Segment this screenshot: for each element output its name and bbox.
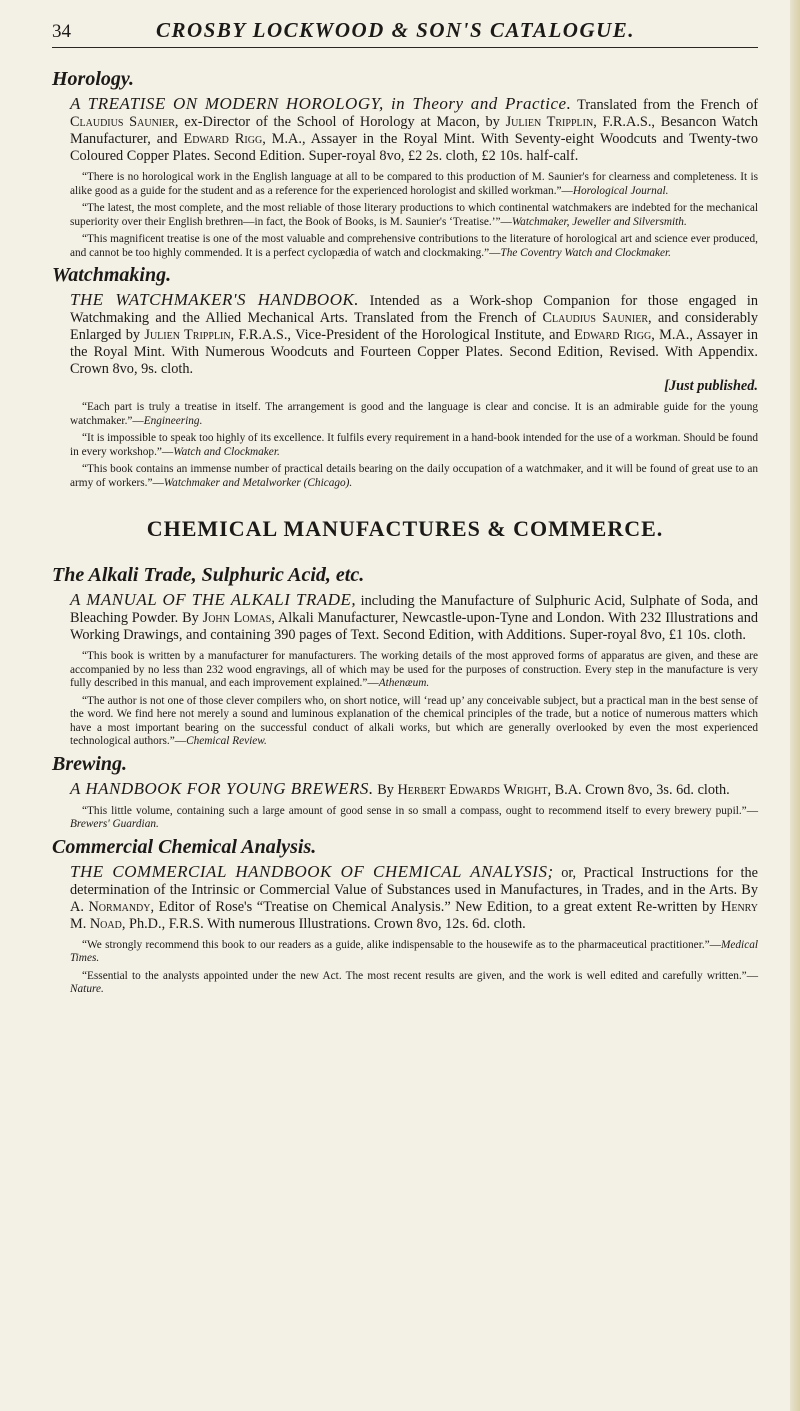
book-entry-modern-horology: A TREATISE ON MODERN HOROLOGY, in Theory and Practice. Translated from the French of Claudius Saunier, ex-Director of the School of Horology at Macon, by Julien Tripplin, F.R.A.S., Besancon Watch Manufacturer, and Edward Rigg, M.A., Assayer in the Royal Mint. With Seventy-eight Woodcuts and Twenty-two Coloured Copper Plates. Second Edition. Super-royal 8vo, £2 2s. cloth, £2 10s. half-calf. [70,94,758,164]
review-source: Brewers' Guardian. [70,818,159,830]
book-title: THE WATCHMAKER'S HANDBOOK. [70,290,360,309]
book-entry-chemical-analysis: THE COMMERCIAL HANDBOOK OF CHEMICAL ANALYSIS; or, Practical Instructions for the determination of the Intrinsic or Commercial Value of Substances used in Manufactures, in Trades, and in the Arts. By A. Normandy, Editor of Rose's “Treatise on Chemical Analysis.” New Edition, to a great extent Re-written by Henry M. Noad, Ph.D., F.R.S. With numerous Illustrations. Crown 8vo, 12s. 6d. cloth. [70,861,759,932]
review-quote: “We strongly recommend this book to our readers as a guide, alike indispensable to the housewife as to the pharmaceutical practitioner.”—Medical Times. [70,938,758,964]
review-quote: “It is impossible to speak too highly of its excellence. It fulfils every requirement in a hand-book intended for the use of a workman. Should be found in every workshop.”—Watch and Clockmaker. [70,432,758,458]
book-title: THE COMMERCIAL HANDBOOK OF CHEMICAL ANALYSIS; [70,861,554,881]
review-quote: “This book contains an immense number of practical details bearing on the daily occupation of a watchmaker, and it will be found of great use to an army of workers.”—Watchmaker and Metalworker (Chicago). [70,463,758,489]
review-quote: “This magnificent treatise is one of the most valuable and comprehensive contributions to the literature of horological art and science ever produced, and cannot be too highly commended. It is a perfect cyclopædia of watch and clockmaking.”—The Coventry Watch and Clockmaker. [70,233,758,259]
book-entry-young-brewers: A HANDBOOK FOR YOUNG BREWERS. By Herbert Edwards Wright, B.A. Crown 8vo, 3s. 6d. cloth. [70,778,730,798]
author-name: Edward Rigg [574,327,652,343]
author-name: Herbert Edwards Wright [397,781,548,798]
page-number: 34 [52,21,71,42]
author-name: Julien Tripplin [505,114,594,130]
review-source: The Coventry Watch and Clockmaker. [500,246,671,259]
review-quote: “The latest, the most complete, and the most reliable of those literary productions to which continental watchmakers are indebted for the mechanical superiority over their English brethren—in fact, the Book of Books, is M. Saunier's ‘Treatise.’”—Watchmaker, Jeweller and Silversmith. [70,202,758,228]
book-title: A TREATISE ON MODERN HOROLOGY, in Theory and Practice. [70,94,572,113]
review-source: Watch and Clockmaker. [173,445,280,458]
review-quote: “There is no horological work in the English language at all to be compared to this production of M. Saunier's for clearness and completeness. It is alike good as a guide for the student and as a reference for the experienced horologist and skilled workman.”—Horological Journal. [70,171,758,197]
author-name: Henry M. Noad [70,898,759,932]
author-name: John Lomas [202,610,272,626]
review-quote: “Each part is truly a treatise in itself. The arrangement is good and the language is clear and concise. It is an admirable guide for the young watchmaker.”—Engineering. [70,401,758,427]
author-name: Claudius Saunier [542,310,649,326]
review-source: Athenæum. [378,677,430,689]
book-title: A MANUAL OF THE ALKALI TRADE, [70,590,357,609]
publication-status: [Just published. [664,378,758,394]
major-section-heading: CHEMICAL MANUFACTURES & COMMERCE. [146,516,664,541]
author-name: Edward Rigg [183,131,263,147]
review-source: Watchmaker, Jeweller and Silversmith. [511,215,687,228]
review-source: Nature. [70,983,104,995]
review-quote: “Essential to the analysts appointed under the new Act. The most recent results are given, and the work is well edited and carefully written.”—Nature. [70,969,758,995]
review-source: Watchmaker and Metalworker (Chicago). [163,476,353,489]
book-entry-alkali-trade: A MANUAL OF THE ALKALI TRADE, including the Manufacture of Sulphuric Acid, Sulphate of Soda, and Bleaching Powder. By John Lomas, Alkali Manufacturer, Newcastle-upon-Tyne and London. With 232 Illustrations and Working Drawings, and containing 390 pages of Text. Second Edition, with Additions. Super-royal 8vo, £1 10s. cloth. [70,590,759,643]
book-entry-watchmakers-handbook: THE WATCHMAKER'S HANDBOOK. Intended as a Work-shop Companion for those engaged in Watchmaking and the Allied Mechanical Arts. Translated from the French of Claudius Saunier, and considerably Enlarged by Julien Tripplin, F.R.A.S., Vice-President of the Horological Institute, and Edward Rigg, M.A., Assayer in the Royal Mint. With Numerous Woodcuts and Fourteen Copper Plates. Second Edition, Revised. With Appendix. Crown 8vo, 9s. cloth. [Just published. [70,290,759,394]
section-heading-alkali: The Alkali Trade, Sulphuric Acid, etc. [52,564,365,586]
author-name: A. Normandy [70,898,151,915]
running-title: CROSBY LOCKWOOD & SON'S CATALOGUE. [156,18,636,42]
book-title: A HANDBOOK FOR YOUNG BREWERS. [70,778,374,798]
review-source: Horological Journal. [572,184,669,197]
section-heading-brewing: Brewing. [52,752,128,775]
section-heading-watchmaking: Watchmaking. [52,264,172,286]
author-name: Claudius Saunier [70,114,175,130]
section-heading-analysis: Commercial Chemical Analysis. [52,835,317,858]
page-header [52,18,758,48]
review-source: Chemical Review. [186,735,267,747]
section-heading-horology: Horology. [52,68,135,90]
page-edge [790,0,800,1411]
review-quote: “This little volume, containing such a large amount of good sense in so small a compass, ought to recommend itself to every brewery pupil.”—Brewers' Guardian. [70,804,758,830]
review-quote: “This book is written by a manufacturer for manufacturers. The working details of the most approved forms of apparatus are given, and these are accompanied by no less than 232 wood engravings, all of which may be used for the purposes of construction. Every step in the manufacture is very fully described in this manual, and each improvement explained.”—Athenæum. [70,650,758,689]
author-name: Julien Tripplin [144,327,231,343]
review-source: Engineering. [143,414,203,427]
review-quote: “The author is not one of those clever compilers who, on short notice, will ‘read up’ any conceivable subject, but a practical man in the best sense of the word. We find here not merely a sound and luminous explanation of the chemical principles of the trade, but a notice of numerous matters which have a most important bearing on the successful conduct of alkali works, but which are generally overlooked by even the most experienced technological authors.”—Chemical Review. [70,694,758,747]
review-source: Medical Times. [70,938,758,964]
